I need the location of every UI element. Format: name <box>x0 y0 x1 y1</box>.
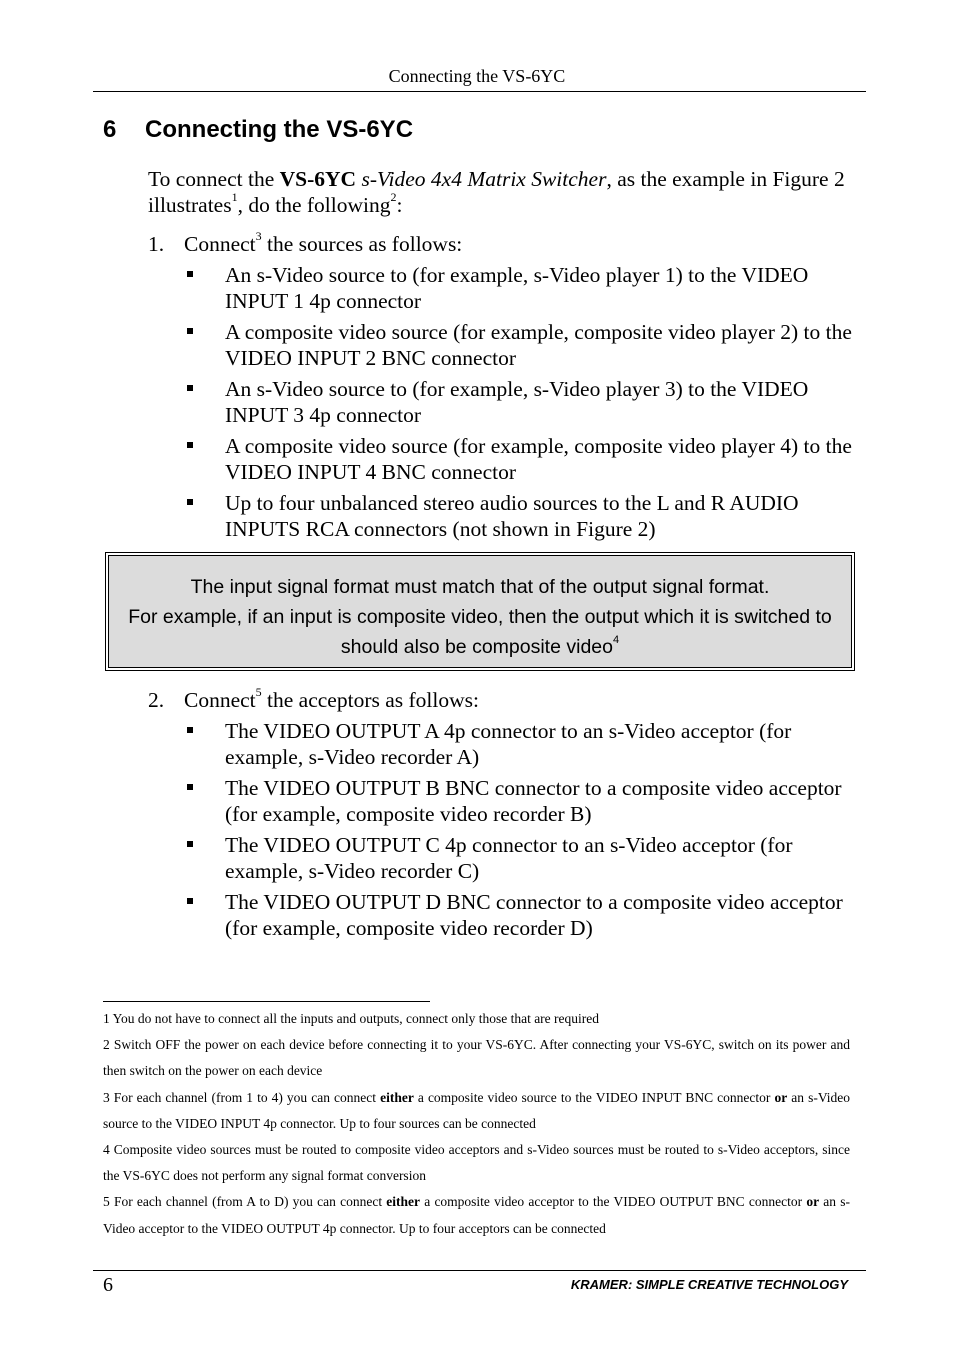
footnote-ref: 4 <box>612 633 620 646</box>
step-text: the sources as follows: <box>261 232 463 256</box>
step-number: 1. <box>148 232 165 256</box>
footnote-text: a composite video source to the VIDEO INPUT BNC connector <box>413 1089 775 1105</box>
footnote-3 <box>103 1085 850 1137</box>
section-title: Connecting the VS-6YC <box>145 116 414 143</box>
note-text: For example, if an input is composite video, then the output which it is switched to should also be composite video <box>128 606 832 658</box>
footnote-text: 3 For each channel (from 1 to 4) you can connect <box>103 1089 381 1105</box>
step-number: 2. <box>148 688 165 712</box>
list-item: Up to four unbalanced stereo audio sources to the L and R AUDIO INPUTS RCA connectors (not shown in Figure 2) <box>184 490 874 542</box>
note-line-2 <box>109 602 851 662</box>
step-1 <box>148 228 868 257</box>
footnote-5 <box>103 1189 850 1241</box>
product-name: VS-6YC <box>279 167 357 191</box>
step-text: Connect <box>184 232 256 256</box>
note-line-1: The input signal format must match that of the output signal format. <box>190 576 770 598</box>
footnote-emphasis: either <box>386 1194 421 1210</box>
footnote-emphasis: either <box>380 1089 414 1105</box>
list-item: A composite video source (for example, composite video player 2) to the VIDEO INPUT 2 BNC connector <box>184 319 874 371</box>
footnote-rule <box>103 1001 430 1002</box>
source-bullet-list <box>184 262 874 542</box>
footnote-1: 1 You do not have to connect all the inputs and outputs, connect only those that are required <box>103 1011 600 1026</box>
intro-text: To connect the <box>148 167 280 191</box>
section-heading <box>103 116 413 144</box>
intro-paragraph <box>148 166 848 218</box>
intro-text: : <box>396 193 403 217</box>
running-header: Connecting the VS-6YC <box>388 66 566 86</box>
intro-text: , as the example in Figure 2 illustrates <box>148 167 845 217</box>
footnote-2: 2 Switch OFF the power on each device before connecting it to your VS-6YC. After connecting your VS-6YC, switch on its power and then switch on the power on each device <box>103 1037 850 1079</box>
list-item: The VIDEO OUTPUT B BNC connector to a composite video acceptor (for example, composite video recorder B) <box>184 775 874 827</box>
note-box <box>108 555 852 668</box>
footnote-ref: 3 <box>255 228 262 243</box>
footer-brand: KRAMER: SIMPLE CREATIVE TECHNOLOGY <box>570 1277 848 1292</box>
footnote-text: a composite video acceptor to the VIDEO OUTPUT BNC connector <box>420 1194 807 1210</box>
section-number: 6 <box>103 116 117 143</box>
list-item: A composite video source (for example, composite video player 4) to the VIDEO INPUT 4 BNC connector <box>184 433 874 485</box>
footnote-emphasis: or <box>774 1089 788 1105</box>
list-item: An s-Video source to (for example, s-Video player 1) to the VIDEO INPUT 1 4p connector <box>184 262 874 314</box>
acceptor-bullet-list <box>184 718 874 941</box>
step-text: the acceptors as follows: <box>261 688 479 712</box>
intro-text: , do the following <box>237 193 391 217</box>
step-2 <box>148 684 868 713</box>
footnote-text: an s-Video acceptor to the VIDEO OUTPUT 4p connector. Up to four acceptors can be connected <box>103 1194 850 1236</box>
step-text: Connect <box>184 688 256 712</box>
product-description: s-Video 4x4 Matrix Switcher <box>361 167 607 191</box>
list-item: An s-Video source to (for example, s-Video player 3) to the VIDEO INPUT 3 4p connector <box>184 376 874 428</box>
footnote-ref: 1 <box>231 189 238 204</box>
list-item: The VIDEO OUTPUT C 4p connector to an s-Video acceptor (for example, s-Video recorder C) <box>184 832 874 884</box>
footnotes <box>103 1006 850 1242</box>
footnote-ref: 5 <box>255 684 262 699</box>
list-item: The VIDEO OUTPUT A 4p connector to an s-Video acceptor (for example, s-Video recorder A) <box>184 718 874 770</box>
footnote-text: 5 For each channel (from A to D) you can connect <box>103 1194 387 1210</box>
footnote-emphasis: or <box>806 1194 820 1210</box>
footnote-4: 4 Composite video sources must be routed to composite video acceptors and s-Video sources must be routed to s-Video acceptors, since the VS-6YC does not perform any signal format conversion <box>103 1142 850 1184</box>
page-number: 6 <box>103 1274 113 1296</box>
footnote-text: an s-Video source to the VIDEO INPUT 4p connector. Up to four sources can be connected <box>103 1089 850 1131</box>
footnote-ref: 2 <box>390 189 397 204</box>
header-rule <box>93 91 866 92</box>
list-item: The VIDEO OUTPUT D BNC connector to a composite video acceptor (for example, composite video recorder D) <box>184 889 874 941</box>
footer-rule <box>93 1270 866 1271</box>
